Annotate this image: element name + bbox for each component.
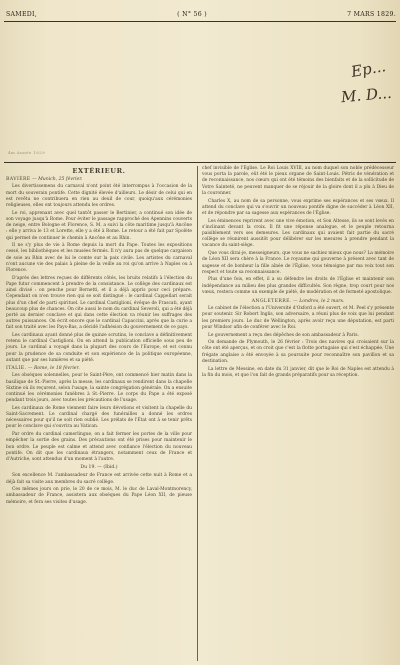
article-paragraph: Le roi, apprenant avec quel tantôt passer le Bertinier, a continué son idée de son voyage jusqu'à Rome. Pour éviter le passage rapproché des Apennins couverts de neige, entre Bologne et Florence, S. M. a suivi la côte maritime jusqu'à Ancône : elle y arriva le 13 et Lorette, elle y a été à Rome. Le retour a été fait par Spolète qui permet de continuer le chemin à Ancône et au Rhin. <box>6 210 192 241</box>
column-separator <box>197 166 198 661</box>
article-paragraph: D'après des lettres reçues de différents côtés, les bruits relatifs à l'élection du Pape futur commencent à prendre de la consistance. Le collège des cardinaux est ainsi divisé : on penche pour Bernetti, et il a déjà appris pour ceci prépare. Cependant on n'en trouve rien qui se soit distingué : le cardinal Cappellari serait plus d'un chef de parti spirituel. Le cardinal Castiglioni, évêque de Frascati, ayant beaucoup plus de chances. On cite aussi le nom du cardinal Severoli, qui a été déjà porté au dernier conclave et qui dans cette élection va réunir les suffrages des autres puissances. On écrit encore que le cardinal Capaccini, après que la curie a fait son traité avec les Pays-Bas, a décidé l'adhésion du gouvernement de ce pays. <box>6 275 192 331</box>
dateline-italie <box>6 366 192 372</box>
article-paragraph: On demande de Plymouth, le 26 février : Trois des navires qui croisaient sur la côte ont été aperçus, et on croit que c'est la flotte portugaise qui s'est échappée. Une frégate anglaise a été envoyée à sa poursuite pour reconnaître son pavillon et sa destination. <box>202 340 394 364</box>
dateline-italie-text: — Rome, le 18 février. <box>27 366 80 372</box>
article-paragraph: Les éminences reprirent avec une vive émotion, et Son Altesse, ils se sont levés en s'inclinant devant la croix. Il fit une réponse analogue, et le peuple retourna paisiblement vers ses demeures. Les cardinaux qui avaient fait partie du sacré collège se réunirent aussitôt pour délibérer sur les mesures à prendre pendant la vacance du saint-siège. <box>202 218 394 249</box>
article-paragraph: Ces mêmes jours on prie, le 20 de ce mois, M. le duc de Laval-Montmorency, ambassadeur de France, assistera aux obsèques du Pape Léon XII, de pieuse mémoire, et fera ses visites d'usage. <box>6 487 192 505</box>
subhead-du-19: Du 19. — (Ibid.) <box>80 465 118 471</box>
article-paragraph: Les obsèques solennelles, pour le Saint-Père, ont commencé hier matin dans la basilique de St.-Pierre, après la messe, les cardinaux se rendirent dans la chapelle Sixtine où ils reçurent, selon l'usage, la sainte congrégation générale. On a ensuite continué les cérémonies funèbres à St.-Pierre. Le corps du Pape a été exposé pendant trois jours, avec toutes les précautions de l'usage. <box>6 373 192 404</box>
dateline-baviere <box>6 177 192 183</box>
article-paragraph: chef invisible de l'Église. Le Roi Louis XVIII, au nom duquel son noble prédécesseur vous porta la parole, eût été le pieux organe de Saint-Louis. Pétris de vénération et de reconnaissance, nos cœurs qui ont été témoins des bienfaits et de la sollicitude de Votre Sainteté, ne peuvent manquer de se réjouir de la gloire dont il a plu à Dieu de la couronner. <box>202 166 394 196</box>
article-paragraph: Que vous dirai-je, messeigneurs, que vous ne sachiez mieux que nous? La mémoire de Léon XII sera chère à la France. Le royaume qui gouverne à présent avec tant de sagesse et de bonheur la fille aînée de l'Église, vous témoigne par ma voix tout son respect et toute sa reconnaissance. <box>202 251 394 275</box>
masthead <box>6 8 396 20</box>
handwritten-annotation-2: M. D... <box>340 83 393 107</box>
article-paragraph: Par ordre du cardinal camerlingue, on a fait fermer les portes de la ville pour empêcher la sortie des grains. Des précautions ont été prises pour maintenir le bon ordre. Le peuple est calme et attend avec confiance l'élection du nouveau pontife. On dit que les cardinaux étrangers, notamment ceux de France et d'Autriche, sont attendus d'un moment à l'autre. <box>6 432 192 462</box>
article-paragraph: Le cabinet de l'élection a l'Université d'Oxford a été ouvert, et M. Peel s'y présente pour soutenir. Sir Robert Inglis, son adversaire, a réuni plus de voix que lui pendant les premiers jours. Le duc de Wellington, après avoir reçu une députation, est parti pour Windsor afin de conférer avec le Roi. <box>202 306 394 330</box>
body-top-rule <box>4 162 396 163</box>
article-paragraph: Les cardinaux ayant donné plus de quinze scrutins, le conclave a définitivement retenu le cardinal Castiglioni. On en attend la publication officielle sous peu de jours. Le cardinal a voyagé dans la plupart des cours de l'Europe, et est connu pour la prudence de sa conduite et son expérience de la politique européenne, autant que par ses lumières et sa piété. <box>6 333 192 363</box>
country-baviere: BAVIÈRE <box>6 177 31 183</box>
right-column <box>202 166 394 379</box>
section-title-exterieur: EXTÉRIEUR. <box>72 167 126 175</box>
masthead-rule <box>4 21 396 22</box>
country-angleterre: ANGLETERRE. <box>251 299 292 305</box>
article-paragraph: La lettre de Messine, en date du 31 janvier, dit que le Roi de Naples est attendu à la fin du mois, et que l'on fait de grands préparatifs pour sa réception. <box>202 366 394 378</box>
article-paragraph: Le gouvernement a reçu des dépêches de son ambassadeur à Paris. <box>208 332 359 338</box>
masthead-date: 7 MARS 1829. <box>347 10 396 18</box>
country-italie: ITALIE. <box>6 366 27 372</box>
left-column <box>6 166 192 506</box>
article-paragraph: Son excellence M. l'ambassadeur de France est arrivée cette nuit à Rome et a déjà fait sa visite aux membres du sacré collège. <box>6 473 192 485</box>
article-paragraph: Charles X, au nom de sa personne, vous exprime ses espérances et ses vœux. Il attend du conclave qui va s'ouvrir un nouveau pontife digne de succéder à Léon XII, et de répondre par sa sagesse aux espérances de l'Église. <box>202 198 394 216</box>
article-paragraph: Les cardinaux de Rome viennent faire leurs dévotions et visitent la chapelle du Saint-Sacrement. Le cardinal chargé des funérailles a donné les ordres nécessaires pour qu'il ne soit rien oublié. Les prélats de l'État ont à se tenir prêts pour le conclave qui s'ouvrira au Vatican. <box>6 405 192 430</box>
masthead-day: SAMEDI, <box>6 10 38 18</box>
article-paragraph: Les divertissemens du carnaval n'ont point été interrompus à l'occasion de la mort du souverain pontife. Cette dignité élevée d'ailleurs. Le désir de celui qui en est revêtu ne contribuera en rien au deuil de cour, quoiqu'aux cérémonies religieuses, elles ont toujours attendu les ordres. <box>6 184 192 209</box>
masthead-number: ( N° 56 ) <box>177 10 207 18</box>
small-printed-note: 4m Année 1829 <box>8 150 46 155</box>
dateline-baviere-text: — Munich, 25 février. <box>32 177 83 183</box>
handwritten-annotation-1: Ep... <box>349 57 388 81</box>
article-paragraph: Il ne s'y plus de vie à Rome depuis la mort du Pape. Toutes les expositions cessé, les bibliothèques et les musées fermés. Il n'y aura pas de quelque cargaison de soie au Rhin avec de lui le comte sur la paix civile. Les artistes du carnaval n'ont aucune vie des palais à pleine de la veille au roi qu'on arrive à Naples ou à Florence. <box>6 243 192 274</box>
dateline-angleterre-text: — Londres, le 2 mars. <box>293 299 345 305</box>
blank-header-area <box>0 24 400 154</box>
article-paragraph: Plus d'une fois, en effet, il a su défendre les droits de l'Église et maintenir son indépendance au milieu des plus grandes difficultés. Son règne, trop court pour nos vœux, restera comme un exemple de piété, de modération et de fermeté apostolique. <box>202 277 394 295</box>
dateline-angleterre <box>202 299 394 305</box>
